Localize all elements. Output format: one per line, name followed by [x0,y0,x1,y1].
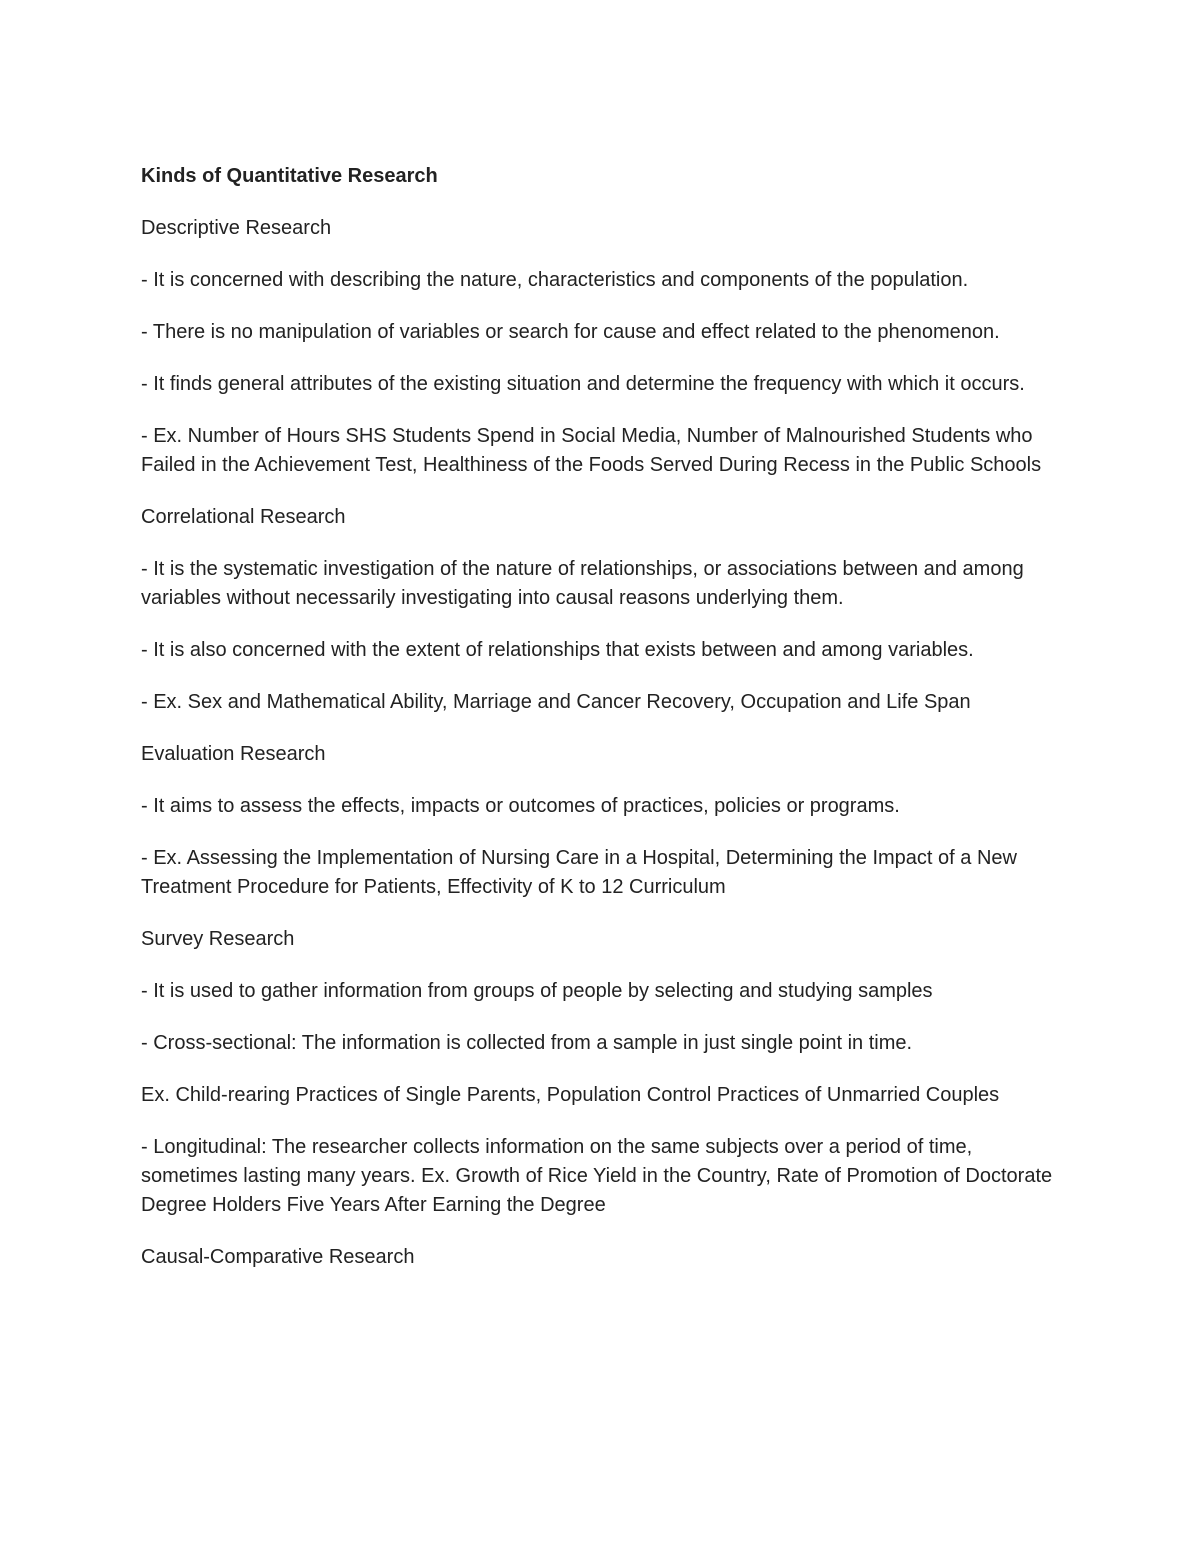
descriptive-point-1: - It is concerned with describing the nature, characteristics and components of the population. [141,269,969,291]
survey-cross-sectional: - Cross-sectional: The information is collected from a sample in just single point in time. [141,1032,913,1054]
survey-point-1: - It is used to gather information from groups of people by selecting and studying samples [141,980,933,1002]
evaluation-examples: - Ex. Assessing the Implementation of Nursing Care in a Hospital, Determining the Impact of a New Treatment Procedure for Patients, Effectivity of K to 12 Curriculum [141,847,1017,898]
correlational-point-1: - It is the systematic investigation of the nature of relationships, or associations between and among variables without necessarily investigating into causal reasons underlying them. [141,558,1024,609]
section-heading-descriptive: Descriptive Research [141,217,332,239]
descriptive-examples: - Ex. Number of Hours SHS Students Spend in Social Media, Number of Malnourished Students who Failed in the Achievement Test, Healthiness of the Foods Served During Recess in the Public Schools [141,425,1042,476]
correlational-examples: - Ex. Sex and Mathematical Ability, Marriage and Cancer Recovery, Occupation and Life Span [141,691,971,713]
document-title: Kinds of Quantitative Research [141,165,438,187]
evaluation-point-1: - It aims to assess the effects, impacts or outcomes of practices, policies or programs. [141,795,900,817]
descriptive-point-3: - It finds general attributes of the existing situation and determine the frequency with which it occurs. [141,373,1025,395]
section-heading-survey: Survey Research [141,928,295,950]
section-heading-evaluation: Evaluation Research [141,743,326,765]
descriptive-point-2: - There is no manipulation of variables or search for cause and effect related to the phenomenon. [141,321,1000,343]
survey-cross-sectional-examples: Ex. Child-rearing Practices of Single Parents, Population Control Practices of Unmarried Couples [141,1084,1000,1106]
section-heading-causal-comparative: Causal-Comparative Research [141,1246,415,1268]
correlational-point-2: - It is also concerned with the extent of relationships that exists between and among variables. [141,639,974,661]
section-heading-correlational: Correlational Research [141,506,346,528]
survey-longitudinal: - Longitudinal: The researcher collects information on the same subjects over a period of time, sometimes lasting many years. Ex. Growth of Rice Yield in the Country, Rate of Promotion of Doctorate Degree Holders Five Years After Earning the Degree [141,1136,1053,1216]
document-page [141,162,1071,1295]
